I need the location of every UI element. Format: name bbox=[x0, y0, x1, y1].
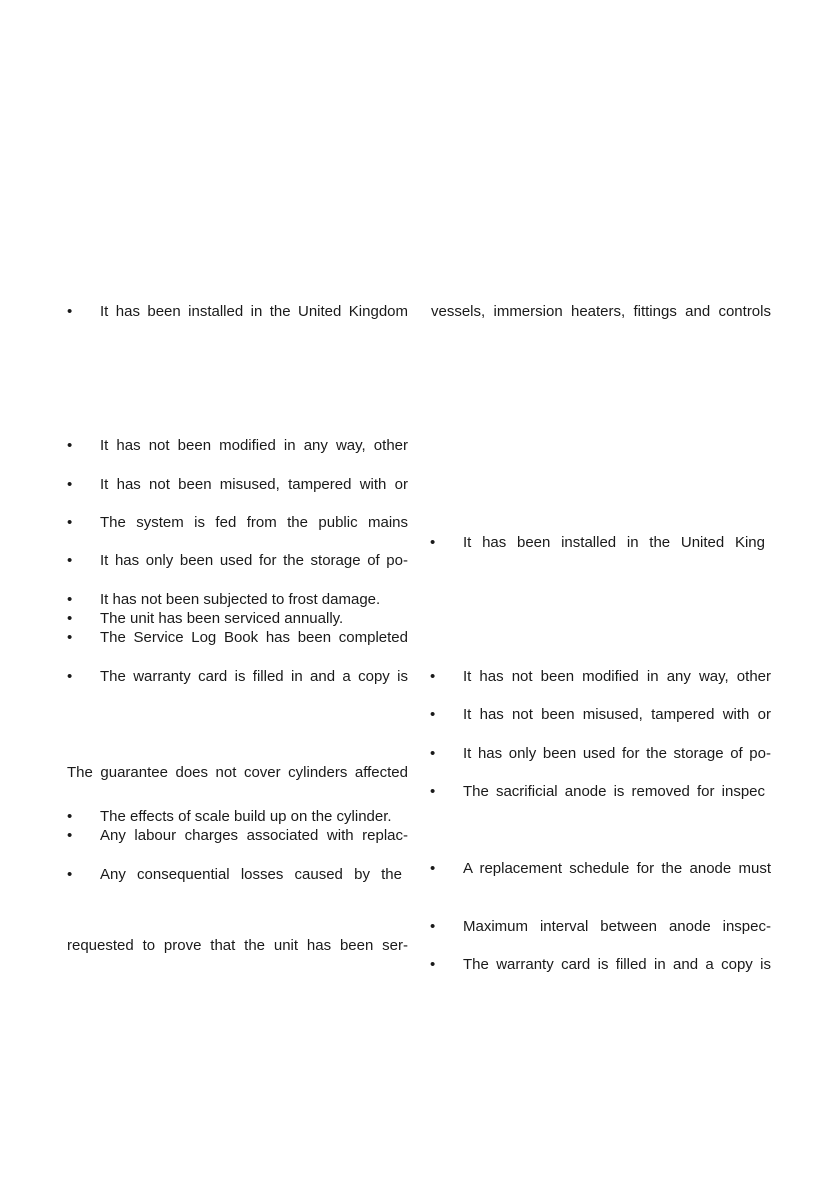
bullet: • bbox=[430, 668, 436, 685]
list-item: It has not been misused, tampered with or bbox=[463, 706, 771, 723]
list-item: It has not been modified in any way, other bbox=[463, 668, 771, 685]
bullet: • bbox=[430, 745, 436, 762]
list-item: It has not been misused, tampered with or bbox=[100, 476, 408, 493]
list-item: The unit has been serviced annually. bbox=[100, 610, 344, 627]
bullet: • bbox=[430, 860, 436, 877]
bullet: • bbox=[67, 827, 73, 844]
bullet: • bbox=[430, 783, 436, 800]
list-item: The Service Log Book has been completed bbox=[100, 629, 408, 646]
list-item: The warranty card is filled in and a copy is bbox=[463, 956, 771, 973]
bullet: • bbox=[430, 956, 436, 973]
bullet: • bbox=[67, 591, 73, 608]
bullet: • bbox=[67, 303, 73, 320]
bullet: • bbox=[67, 514, 73, 531]
list-item: The effects of scale build up on the cylinder. bbox=[100, 808, 392, 825]
list-item: Any labour charges associated with replac- bbox=[100, 827, 408, 844]
bullet: • bbox=[67, 476, 73, 493]
list-item: It has been installed in the United Kingdom bbox=[100, 303, 408, 320]
bullet: • bbox=[67, 668, 73, 685]
list-item: It has been installed in the United King bbox=[463, 534, 765, 551]
paragraph-text: The guarantee does not cover cylinders affected bbox=[67, 764, 408, 781]
bullet: • bbox=[67, 866, 73, 883]
list-item: The system is fed from the public mains bbox=[100, 514, 408, 531]
paragraph-text: vessels, immersion heaters, fittings and controls bbox=[431, 303, 771, 320]
list-item: The warranty card is filled in and a copy is bbox=[100, 668, 408, 685]
list-item: Any consequential losses caused by the bbox=[100, 866, 402, 883]
bullet: • bbox=[430, 918, 436, 935]
bullet: • bbox=[67, 552, 73, 569]
list-item: It has not been subjected to frost damage. bbox=[100, 591, 381, 608]
bullet: • bbox=[67, 610, 73, 627]
bullet: • bbox=[67, 629, 73, 646]
bullet: • bbox=[430, 706, 436, 723]
bullet: • bbox=[67, 808, 73, 825]
bullet: • bbox=[430, 534, 436, 551]
list-item: A replacement schedule for the anode must bbox=[463, 860, 771, 877]
bullet: • bbox=[67, 437, 73, 454]
list-item: It has only been used for the storage of po- bbox=[463, 745, 771, 762]
paragraph-text: requested to prove that the unit has been ser- bbox=[67, 937, 408, 954]
list-item: The sacrificial anode is removed for inspec bbox=[463, 783, 765, 800]
list-item: It has not been modified in any way, other bbox=[100, 437, 408, 454]
list-item: Maximum interval between anode inspec- bbox=[463, 918, 771, 935]
list-item: It has only been used for the storage of po- bbox=[100, 552, 408, 569]
